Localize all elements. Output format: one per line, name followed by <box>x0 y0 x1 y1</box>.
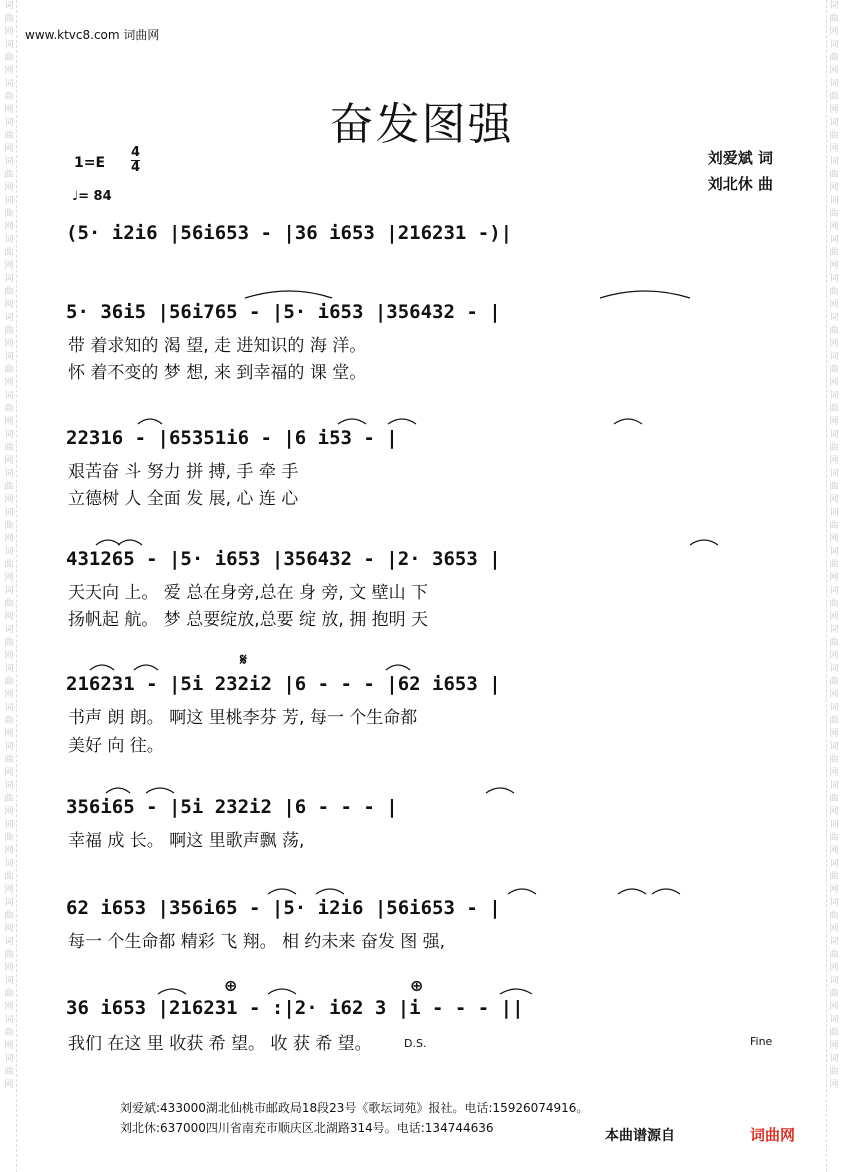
coda-sign: ⊕ <box>410 976 424 995</box>
ds-marking: D.S. <box>404 1037 427 1050</box>
time-sig-top: 4 <box>131 145 141 160</box>
song-title: 奋发图强 <box>329 99 514 150</box>
lyric-line: 立德树 人 全面 发 展, 心 连 心 <box>68 489 299 509</box>
coda-sign: ⊕ <box>224 976 238 995</box>
notation-row: 5· 36i5 |56i765 - |5· i653 |356432 - | <box>66 301 501 323</box>
notation-row: 431265 - |5· i653 |356432 - |2· 3653 | <box>66 548 501 570</box>
footer-line: 刘北休:637000四川省南充市顺庆区北湖路314号。电话:134744636 <box>120 1121 494 1135</box>
lyric-line: 每一 个生命都 精彩 飞 翔。 相 约未来 奋发 图 强, <box>68 932 446 952</box>
time-sig-bottom: 4 <box>131 160 141 175</box>
lyric-line: 艰苦奋 斗 努力 拼 搏, 手 牵 手 <box>68 462 299 482</box>
lyric-line: 扬帆起 航。 梦 总要绽放,总要 绽 放, 拥 抱明 天 <box>68 610 429 630</box>
site-url[interactable]: www.ktvc8.com 词曲网 <box>25 28 160 42</box>
lyric-line: 带 着求知的 渴 望, 走 进知识的 海 洋。 <box>68 336 367 356</box>
lyric-line: 我们 在这 里 收获 希 望。 收 获 希 望。 <box>68 1034 372 1054</box>
tempo-marking: ♩= 84 <box>72 189 112 204</box>
lyricist-credit: 刘爱斌 词 <box>707 149 773 167</box>
source-label: 本曲谱源自 <box>605 1128 675 1144</box>
right-watermark-strip: 词曲网词曲网词曲网词曲网词曲网词曲网词曲网词曲网词曲网词曲网词曲网词曲网词曲网词曲网词曲网词曲网词曲网词曲网词曲网词曲网词曲网词曲网词曲网词曲网词曲网词曲网词曲网词曲网 <box>826 0 841 1172</box>
left-watermark-strip: 词曲网词曲网词曲网词曲网词曲网词曲网词曲网词曲网词曲网词曲网词曲网词曲网词曲网词曲网词曲网词曲网词曲网词曲网词曲网词曲网词曲网词曲网词曲网词曲网词曲网词曲网词曲网词曲网 <box>2 0 17 1172</box>
notation-row: 62 i653 |356i65 - |5· i2i6 |56i653 - | <box>66 897 501 919</box>
lyric-line: 怀 着不变的 梦 想, 来 到幸福的 课 堂。 <box>68 363 367 383</box>
notation-row: 216231 - |5i 232i2 |6 - - - |62 i653 | <box>66 673 501 695</box>
notation-row: 22316 - |65351i6 - |6 i53 - | <box>66 427 398 449</box>
lyric-line: 美好 向 往。 <box>68 736 164 756</box>
footer-line: 刘爱斌:433000湖北仙桃市邮政局18段23号《歌坛词苑》报社。电话:15926074916。 <box>120 1101 589 1115</box>
notation-row: 36 i653 |216231 - :|2· i62 3 |i - - - || <box>66 997 524 1019</box>
notation-row: 356i65 - |5i 232i2 |6 - - - | <box>66 796 398 818</box>
source-brand-link[interactable]: 词曲网 <box>750 1126 796 1144</box>
segno-sign: 𝄋 <box>240 650 247 669</box>
lyric-line: 天天向 上。 爱 总在身旁,总在 身 旁, 文 壁山 下 <box>68 583 429 603</box>
notation-row: (5· i2i6 |56i653 - |36 i653 |216231 -)| <box>66 222 513 244</box>
key-signature: 1=E <box>74 155 106 171</box>
lyric-line: 幸福 成 长。 啊这 里歌声飘 荡, <box>68 831 305 851</box>
composer-credit: 刘北休 曲 <box>707 175 773 193</box>
lyric-line: 书声 朗 朗。 啊这 里桃李芬 芳, 每一 个生命都 <box>68 708 418 728</box>
fine-marking: Fine <box>750 1035 773 1048</box>
